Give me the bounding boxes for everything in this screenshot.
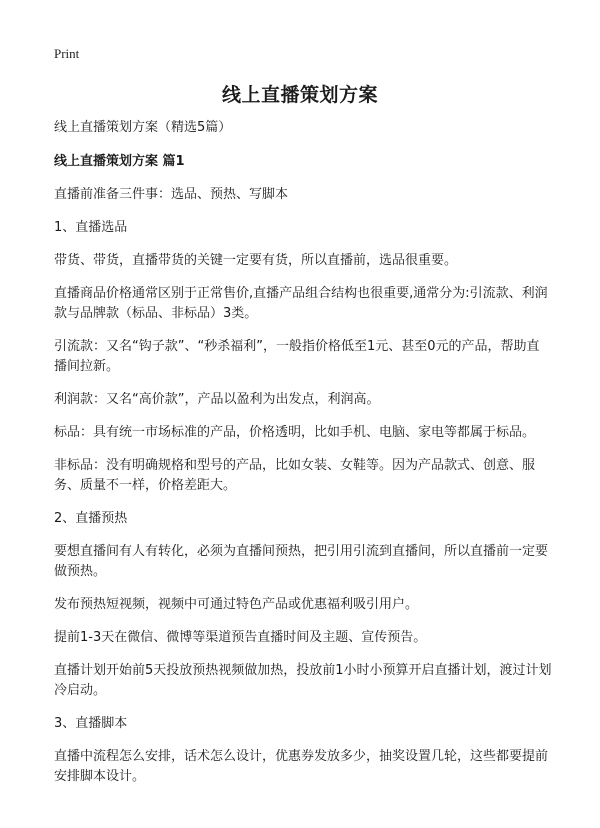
paragraph-heading-selection: 1、直播选品 [54,220,128,235]
paragraph-warmup-announcement: 提前1-3天在微信、微博等渠道预告直播时间及主题、宣传预告。 [54,630,427,645]
paragraph-warmup-necessity: 要想直播间有人有转化，必须为直播间预热，把引用引流到直播间，所以直播前一定要做预热。 [54,544,549,579]
document-title: 线上直播策划方案 [221,84,378,106]
paragraph-heading-warmup: 2、直播预热 [54,511,128,526]
paragraph-heading-script: 3、直播脚本 [54,716,128,731]
paragraph-product-structure: 直播商品价格通常区别于正常售价,直播产品组合结构也很重要,通常分为:引流款、利润款与品牌款（标品、非标品）3类。 [54,286,548,321]
paragraph-script-design: 直播中流程怎么安排，话术怎么设计，优惠券发放多少，抽奖设置几轮，这些都要提前安排脚本设计。 [54,749,549,784]
paragraph-standard-product: 标品：具有统一市场标准的产品，价格透明，比如手机、电脑、家电等都属于标品。 [54,425,536,440]
paragraph-traffic-product: 引流款：又名“钩子款”、“秒杀福利”，一般指价格低至1元、甚至0元的产品，帮助直播间拉新。 [54,339,540,374]
paragraph-prep-intro: 直播前准备三件事：选品、预热、写脚本 [54,187,289,202]
paragraph-warmup-plan: 直播计划开始前5天投放预热视频做加热，投放前1小时小预算开启直播计划，渡过计划冷启动。 [54,663,552,698]
section-heading: 线上直播策划方案 篇1 [54,154,185,169]
document-body [54,118,552,800]
print-label: Print [54,46,80,61]
paragraph-warmup-video: 发布预热短视频，视频中可通过特色产品或优惠福利吸引用户。 [54,597,419,612]
paragraph-nonstandard-product: 非标品：没有明确规格和型号的产品，比如女装、女鞋等。因为产品款式、创意、服务、质量不一样，价格差距大。 [54,458,536,493]
document-subtitle: 线上直播策划方案（精选5篇） [54,120,232,135]
paragraph-selection-importance: 带货、带货，直播带货的关键一定要有货，所以直播前，选品很重要。 [54,253,458,268]
paragraph-profit-product: 利润款：又名“高价款”，产品以盈利为出发点，利润高。 [54,392,380,407]
